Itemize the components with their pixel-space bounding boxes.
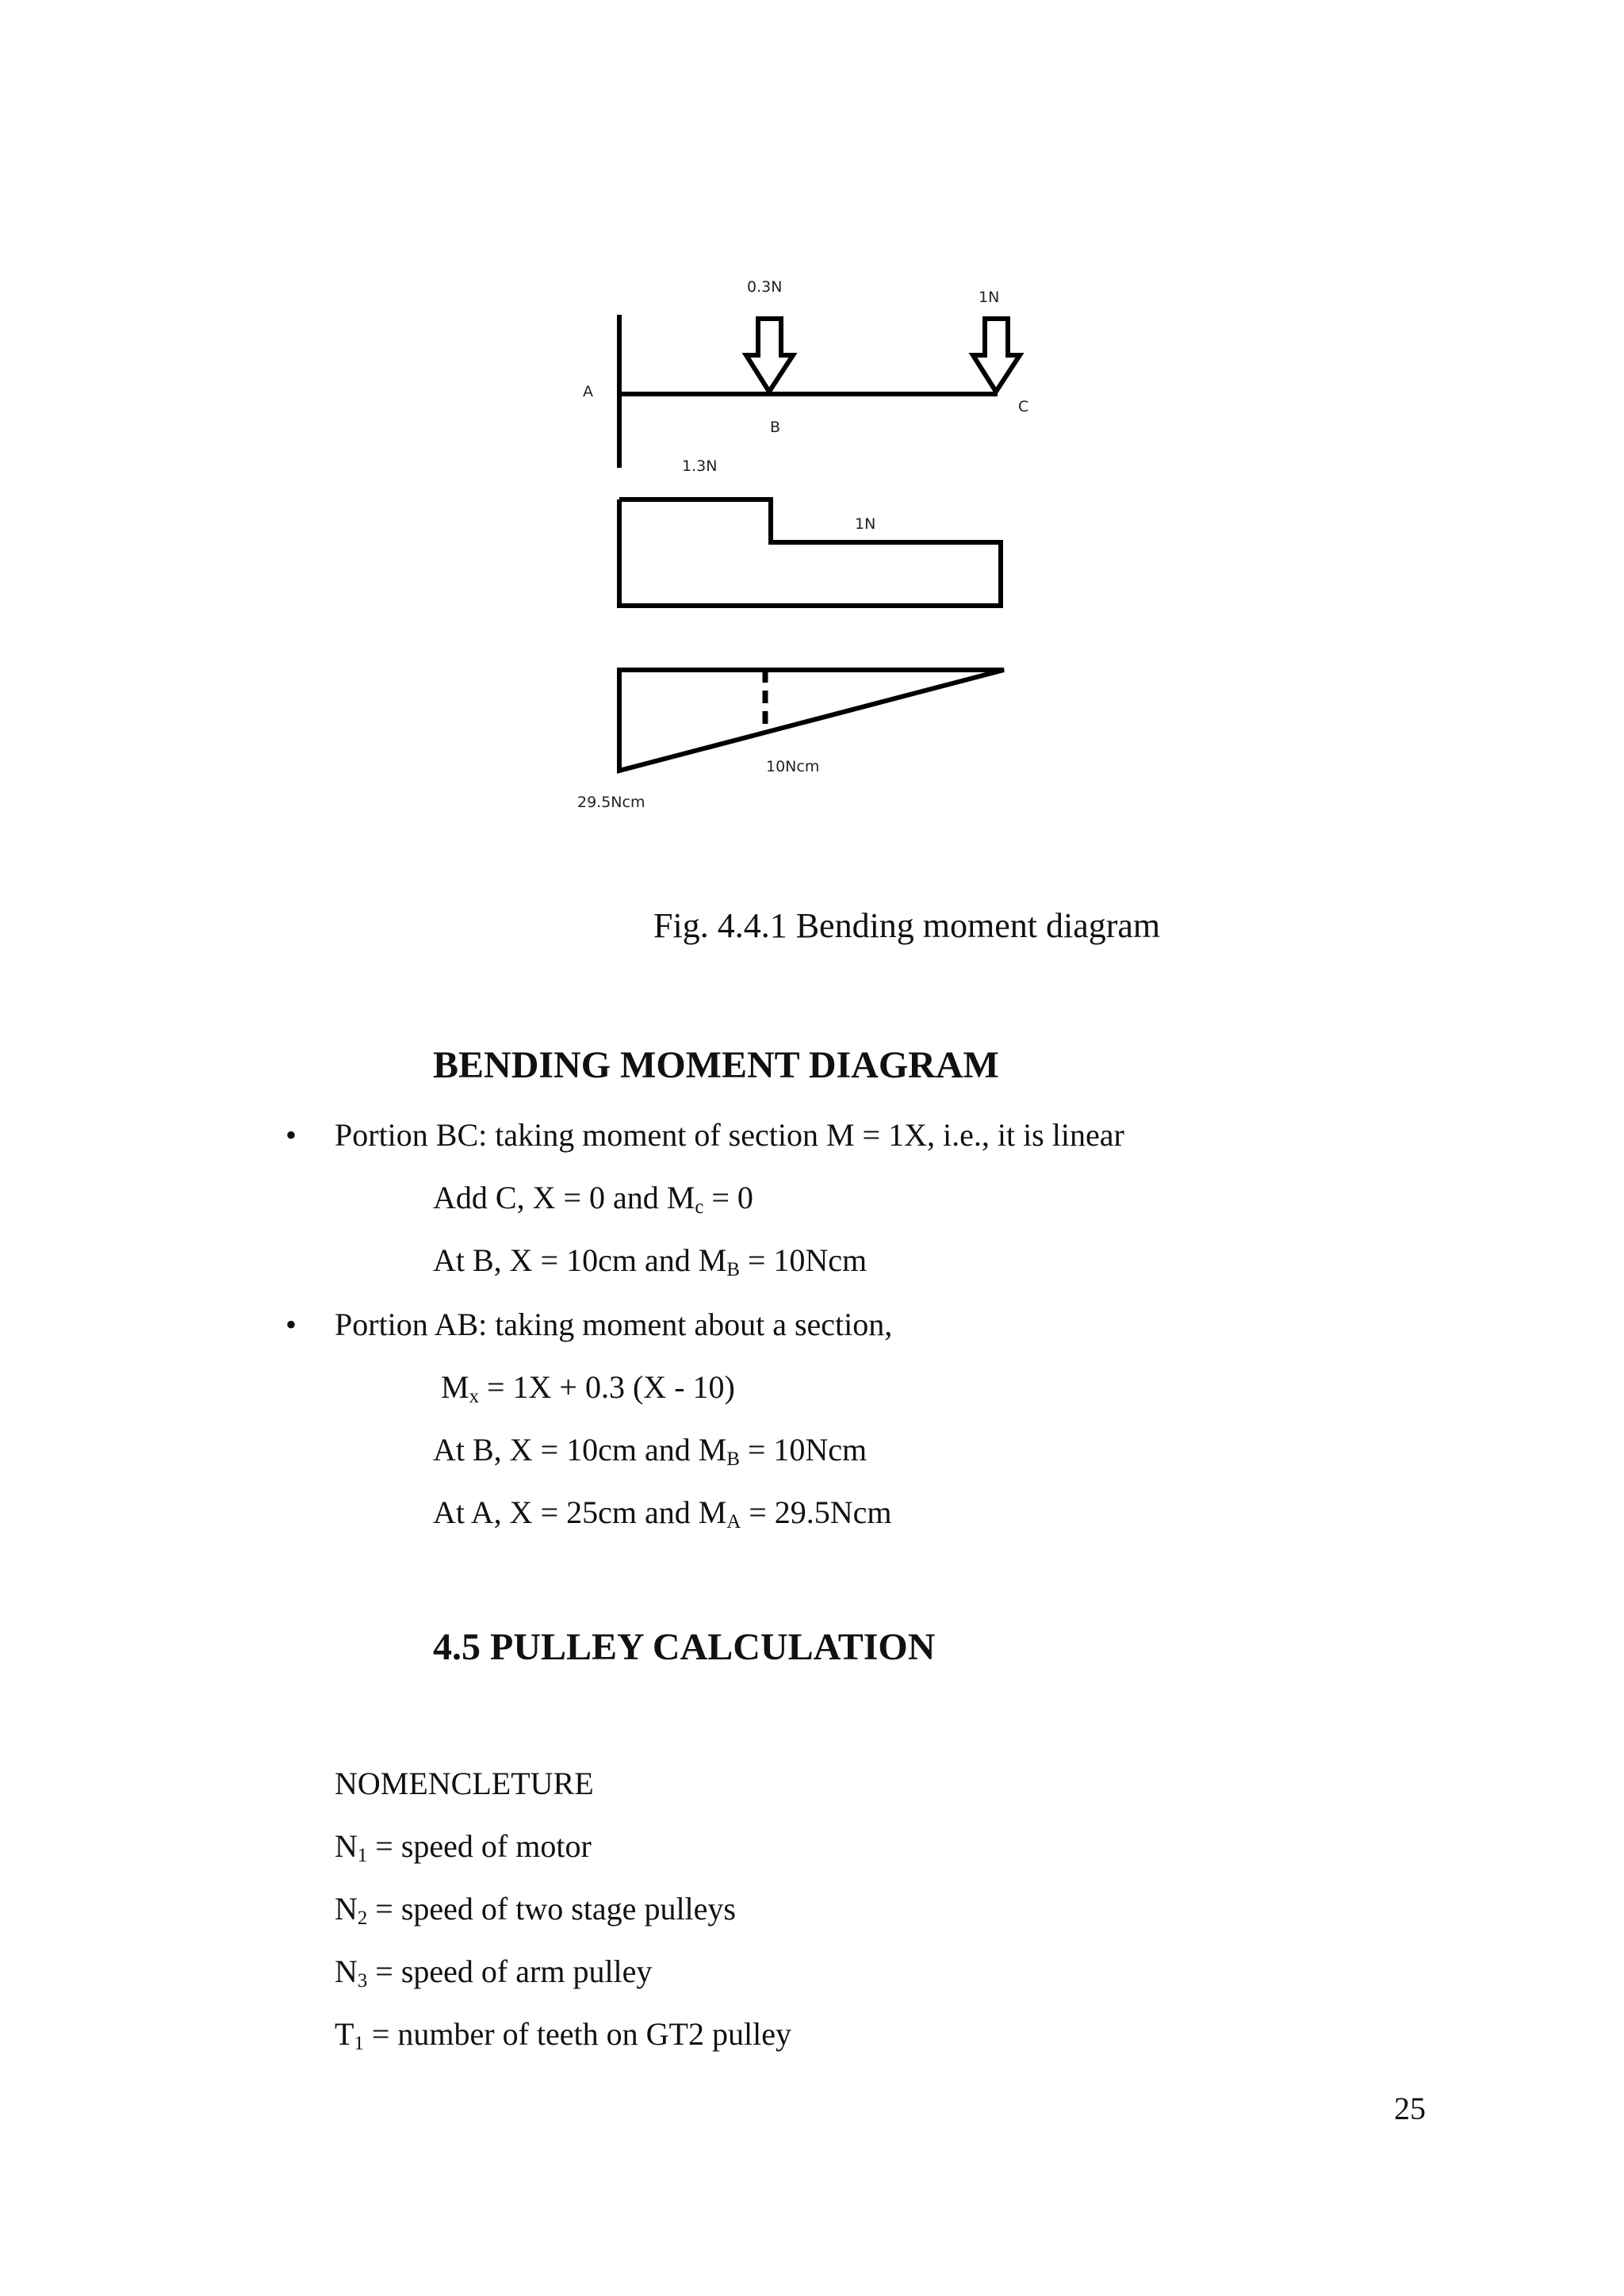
point-a-label: A xyxy=(583,383,593,400)
load-arrow-b xyxy=(746,319,793,392)
point-b-label: B xyxy=(770,419,781,436)
moment-a-label: 29.5Ncm xyxy=(577,794,645,811)
bullet-marker: • xyxy=(285,1307,297,1342)
nomenclature-heading: NOMENCLETURE xyxy=(335,1766,594,1801)
portion-bc-text: Portion BC: taking moment of section M = 1X, i.e., it is linear xyxy=(335,1117,1124,1153)
figure-caption: Fig. 4.4.1 Bending moment diagram xyxy=(653,906,1161,945)
portion-ab-text: Portion AB: taking moment about a section, xyxy=(335,1307,893,1342)
bullet-marker: • xyxy=(285,1117,297,1153)
bending-moment-triangle xyxy=(619,670,1004,771)
shear-bc-label: 1N xyxy=(855,515,876,533)
point-c-label: C xyxy=(1018,398,1029,415)
reaction-a-label: 1.3N xyxy=(682,457,718,475)
portion-bc-line-2: At B, X = 10cm and $M_B = 10Ncm$ xyxy=(433,1242,868,1281)
load-arrow-c xyxy=(973,319,1020,392)
portion-ab-line-2: At B, X = 10cm and $M_B = 10Ncm$ xyxy=(433,1432,868,1471)
load-b-label: 0.3N xyxy=(747,278,783,296)
nomenclature-n2: $N_2$ = speed of two stage pulleys xyxy=(335,1891,736,1930)
page-number: 25 xyxy=(1394,2091,1426,2126)
load-c-label: 1N xyxy=(979,289,1000,306)
section-heading-pulley: 4.5 PULLEY CALCULATION xyxy=(433,1626,936,1668)
nomenclature-n3: $N_3$ = speed of arm pulley xyxy=(335,1954,653,1992)
section-heading-bending-moment: BENDING MOMENT DIAGRAM xyxy=(433,1044,999,1086)
moment-b-label: 10Ncm xyxy=(766,758,820,775)
nomenclature-t1: $T_1$ = number of teeth on GT2 pulley xyxy=(335,2016,791,2055)
portion-ab-line-1: $M_x = 1X + 0.3$ (X - 10) xyxy=(441,1369,735,1408)
bending-moment-figure xyxy=(0,0,1624,840)
nomenclature-n1: $N_1$ = speed of motor xyxy=(335,1828,592,1867)
shear-force-diagram xyxy=(619,499,1001,606)
portion-ab-line-3: At A, X = 25cm and $M_A = 29.5Ncm$ xyxy=(433,1494,892,1533)
portion-bc-line-1: Add C, X = 0 and $M_c = 0$ xyxy=(433,1180,753,1219)
